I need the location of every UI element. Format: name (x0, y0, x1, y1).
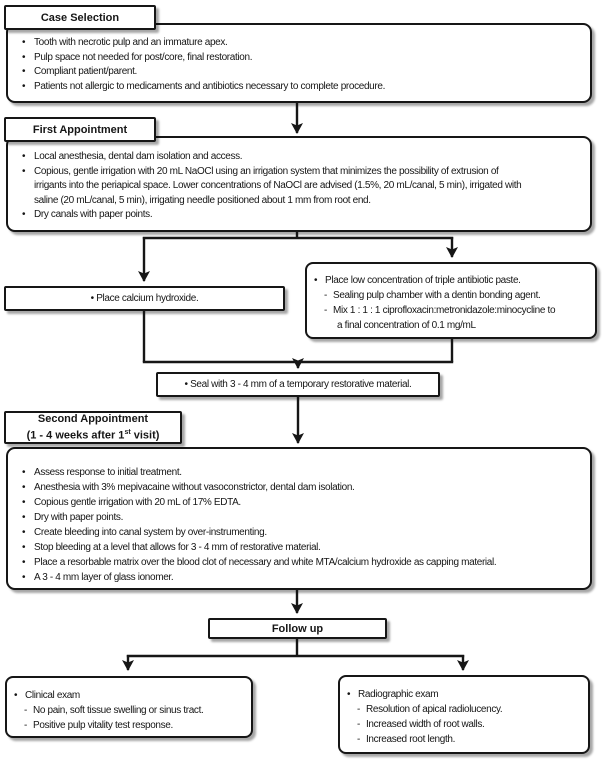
bullet-line: • Place low concentration of triple antibiotic paste. (307, 273, 595, 288)
bullet-line: • Clinical exam (7, 688, 251, 703)
bullet-line: • Patients not allergic to medicaments and antibiotics necessary to complete procedure. (8, 80, 590, 95)
first-appointment-header (4, 117, 156, 142)
bullet-line: • Tooth with necrotic pulp and an immature apex. (8, 36, 590, 51)
case-selection-header (4, 5, 156, 30)
dash-line: - Resolution of apical radiolucency. (340, 702, 588, 717)
bullet-line: • Compliant patient/parent. (8, 65, 590, 80)
first-appointment-header-label: First Appointment (32, 123, 128, 136)
dash-line: - Positive pulp vitality test response. (7, 718, 251, 733)
bullet-line: • Stop bleeding at a level that allows for 3 - 4 mm of restorative material. (8, 540, 590, 555)
second-appointment-header-line1: Second Appointment (37, 413, 149, 426)
calcium-hydroxide-label: • Place calcium hydroxide. (91, 293, 199, 304)
case-selection-header-label: Case Selection (40, 11, 120, 24)
triple-antibiotic-box (305, 262, 597, 339)
dash-line: - Sealing pulp chamber with a dentin bonding agent. (307, 288, 595, 303)
dash-line: - Increased root length. (340, 732, 588, 747)
follow-up-box (208, 618, 387, 639)
case-selection-box (6, 23, 592, 103)
bullet-line-cont: saline (20 mL/canal, 5 min), irrigating needle positioned about 1 mm from root end. (34, 194, 371, 206)
bullet-line: • Radiographic exam (340, 687, 588, 702)
header-line2-pre: (1 - 4 weeks after 1 (26, 429, 125, 442)
bullet-line: • Local anesthesia, dental dam isolation and access. (8, 150, 590, 165)
dash-line: - Increased width of root walls. (340, 717, 588, 732)
bullet-line: • Copious gentle irrigation with 20 mL of 17% EDTA. (8, 495, 590, 510)
follow-up-label: Follow up (271, 622, 324, 635)
bullet-line: • Dry with paper points. (8, 510, 590, 525)
bullet-line: • Place a resorbable matrix over the blood clot of necessary and white MTA/calcium hydroxide as capping material. (8, 555, 590, 570)
second-appointment-header (4, 411, 182, 444)
bullet-line: • Dry canals with paper points. (8, 208, 590, 223)
clinical-exam-box (5, 676, 253, 738)
seal-box (156, 372, 440, 397)
bullet-line: • Anesthesia with 3% mepivacaine without vasoconstrictor, dental dam isolation. (8, 480, 590, 495)
header-line2-post: visit) (130, 429, 160, 442)
header-line2-sup: st (124, 429, 131, 437)
bullet-line: • Pulp space not needed for post/core, final restoration. (8, 51, 590, 66)
dash-line: - Mix 1 : 1 : 1 ciprofloxacin:metronidazole:minocycline to (307, 303, 595, 318)
dash-line: - No pain, soft tissue swelling or sinus tract. (7, 703, 251, 718)
second-appointment-header-line2 (27, 426, 160, 443)
bullet-line-cont: irrigants into the periapical space. Lower concentrations of NaOCl are advised (1.5%, 20 mL/canal, 5 min), irrigated with (34, 180, 522, 191)
first-appointment-box (6, 136, 592, 232)
bullet-line: • Assess response to initial treatment. (8, 465, 590, 480)
calcium-hydroxide-box (4, 286, 285, 311)
bullet-line: • Copious, gentle irrigation with 20 mL NaOCl using an irrigation system that minimizes the possibility of extrusion of (8, 165, 590, 180)
bullet-line: • A 3 - 4 mm layer of glass ionomer. (8, 570, 590, 585)
dash-line-cont: a final concentration of 0.1 mg/mL (337, 320, 476, 331)
bullet-line: • Create bleeding into canal system by over-instrumenting. (8, 525, 590, 540)
second-appointment-box (6, 447, 592, 590)
seal-label: • Seal with 3 - 4 mm of a temporary restorative material. (185, 379, 412, 390)
radiographic-exam-box (338, 675, 590, 754)
